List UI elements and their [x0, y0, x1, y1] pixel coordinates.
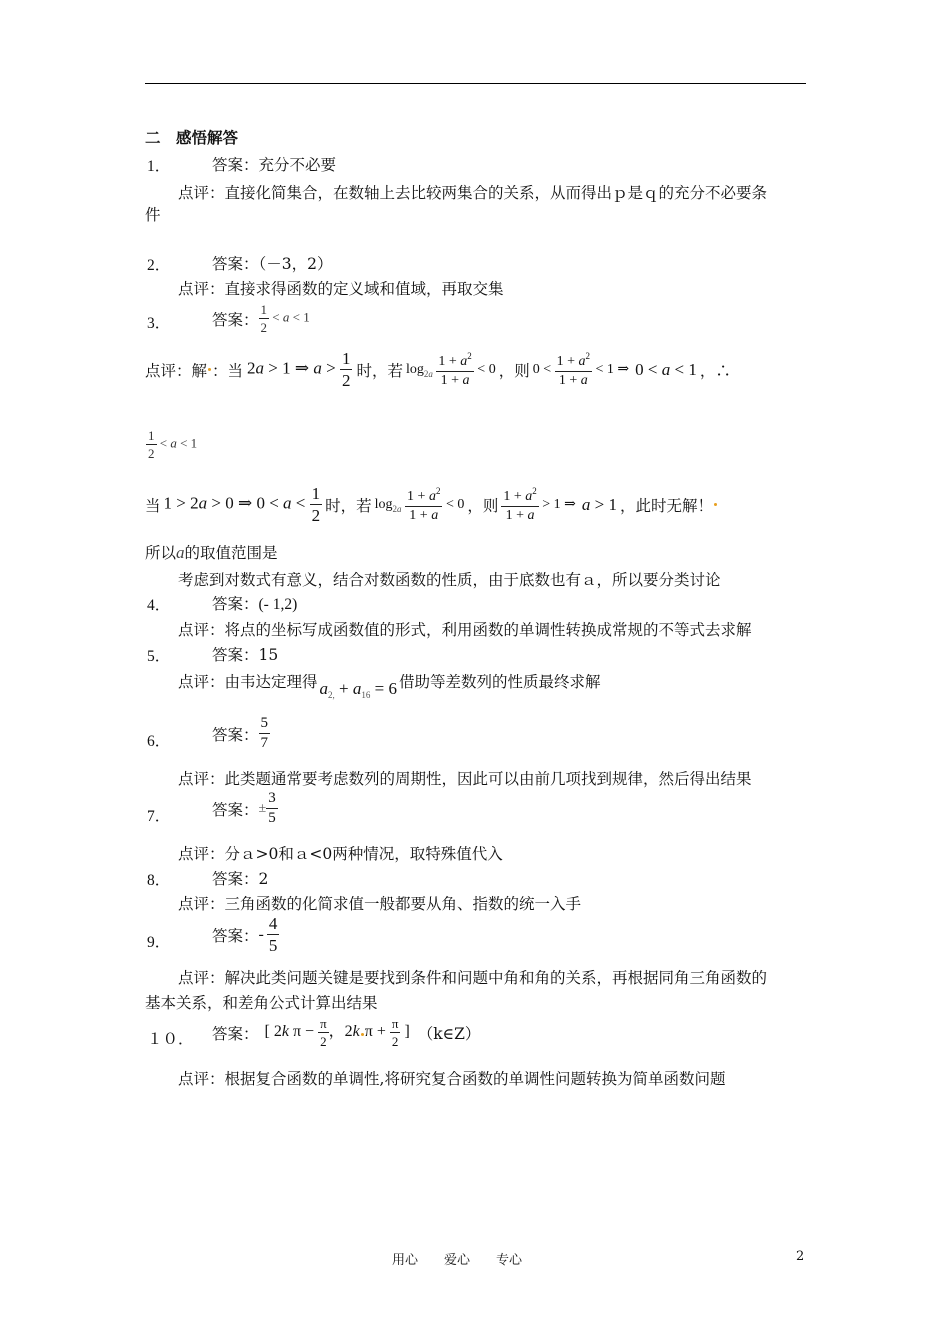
item-4-number: 4． — [147, 597, 171, 614]
item-7-comment: 点评：分ａ>0和ａ<0两种情况，取特殊值代入 — [178, 845, 503, 863]
item-5-number: 5． — [147, 648, 171, 665]
item-8-comment: 点评：三角函数的化简求值一般都要从角、指数的统一入手 — [178, 895, 582, 913]
item-7-number: 7． — [147, 808, 171, 825]
item-3-range-1: $\frac{1}{2}$ < a < 1 — [148, 428, 198, 461]
header-rule — [145, 83, 806, 84]
item-8-number: 8． — [147, 872, 171, 889]
item-2-answer: 答案：（－3，2） — [212, 255, 333, 273]
item-9-comment: 点评：解决此类问题关键是要找到条件和问题中角和角的关系，再根据同角三角函数的 — [178, 969, 768, 987]
mark-dot — [361, 1033, 364, 1036]
item-1-comment-cont: 件 — [145, 206, 161, 224]
item-10-comment: 点评：根据复合函数的单调性,将研究复合函数的单调性问题转换为简单函数问题 — [178, 1070, 726, 1088]
item-1-comment: 点评：直接化简集合，在数轴上去比较两集合的关系，从而得出ｐ是ｑ的充分不必要条 — [178, 184, 768, 202]
item-6-answer: 答案： $\frac{5}{7}$ — [212, 715, 269, 751]
mark-dot — [208, 368, 211, 371]
item-6-number: 6． — [147, 733, 171, 750]
item-3-comment-line1: 点评： 解 ：当 2a > 1 ⇒ a > $\frac{1}{2}$ 时，若 $\log_{2a}$ $\frac{1 + a^2}{1 + a}$ < 0 ，则 0 < $\frac{1 + a^2}{1 + a}$ < 1 ⇒ 0 < a < 1 ，∴ — [145, 349, 731, 390]
item-3-comment-line2: 当 1 > 2a > 0 ⇒ 0 < a < $\frac{1}{2}$ 时，若 $\log_{2a}$ $\frac{1 + a^2}{1 + a}$ < 0 ，则 $\frac{1 + a^2}{1 + a}$ > 1 ⇒ a > 1 ， 此时无解！ — [145, 485, 718, 524]
item-8-answer: 答案：2 — [212, 870, 269, 888]
item-3-number: 3． — [147, 315, 171, 332]
footer-motto: 用心 爱心 专心 — [392, 1253, 523, 1268]
item-2-comment: 点评：直接求得函数的定义域和值域，再取交集 — [178, 280, 504, 298]
item-5-answer: 答案：15 — [212, 646, 279, 664]
mark-dot — [714, 503, 717, 506]
item-1-answer: 答案：充分不必要 — [212, 156, 337, 174]
page-number: 2 — [796, 1249, 805, 1264]
item-3-answer-math: $\frac{1}{2}$ < a < 1 — [260, 302, 310, 335]
item-1-number: 1． — [147, 158, 171, 175]
item-10-number: １０． — [147, 1031, 194, 1048]
item-7-answer: 答案： ± $\frac{3}{5}$ — [212, 790, 276, 826]
item-10-answer: 答案： [ 2k π − $\frac{\pi}{2}$ ，2k π + $\frac{\pi}{2}$ ] （k∈Z） — [212, 1016, 481, 1049]
item-5-comment: 点评： 由韦达定理得 $a_{2,} + a_{16} = 6$ 借助等差数列的性质最终求解 — [178, 673, 601, 700]
section-title: 二 感悟解答 — [145, 128, 239, 147]
item-4-answer: 答案：(- 1,2) — [212, 595, 298, 613]
item-9-comment-cont: 基本关系，和差角公式计算出结果 — [145, 994, 378, 1012]
item-6-comment: 点评：此类题通常要考虑数列的周期性，因此可以由前几项找到规律，然后得出结果 — [178, 770, 752, 788]
item-2-number: 2． — [147, 257, 171, 274]
item-3-answer: 答案： $\frac{1}{2}$ < a < 1 — [212, 302, 310, 335]
item-3-comment-tail: 考虑到对数式有意义，结合对数函数的性质，由于底数也有ａ，所以要分类讨论 — [178, 571, 721, 589]
item-4-comment: 点评：将点的坐标写成函数值的形式，利用函数的单调性转换成常规的不等式去求解 — [178, 621, 752, 639]
item-9-answer: 答案： - $\frac{4}{5}$ — [212, 914, 278, 955]
item-3-range-text: 所以a的取值范围是 — [145, 543, 278, 562]
item-9-number: 9． — [147, 934, 171, 951]
